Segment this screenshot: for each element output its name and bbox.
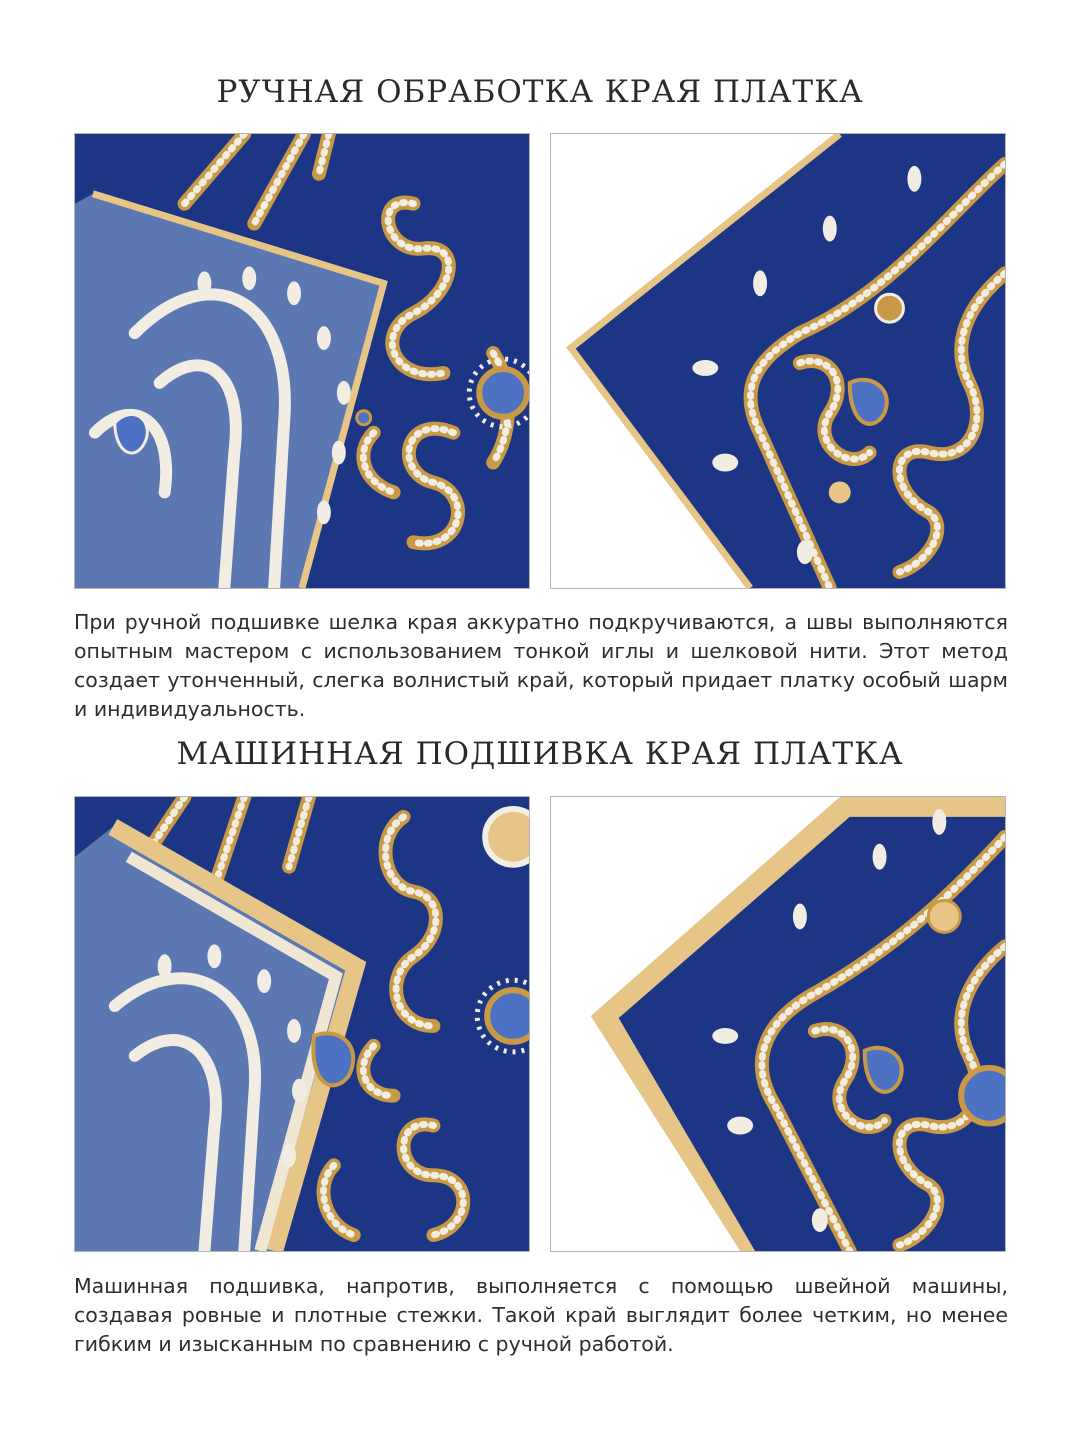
photo-machine-hem-folded-corner (74, 796, 530, 1252)
machine-hem-description: Машинная подшивка, напротив, выполняется с помощью швейной машины, создавая ровные и плотные стежки. Такой край выглядит более четким, но менее гибким и изысканным по сравнению с ручной работой. (74, 1274, 1008, 1356)
section-heading-hand-rolled: РУЧНАЯ ОБРАБОТКА КРАЯ ПЛАТКА (216, 74, 864, 110)
section-heading-machine-hem: МАШИННАЯ ПОДШИВКА КРАЯ ПЛАТКА (176, 736, 904, 772)
hand-rolled-description: При ручной подшивке шелка края аккуратно подкручиваются, а швы выполняются опытным мастером с использованием тонкой иглы и шелковой нити. Этот метод создает утонченный, слегка волнистый край, который придает платку особый шарм и индивидуальность. (74, 610, 1008, 721)
photo-hand-rolled-folded-corner (74, 133, 530, 589)
photo-hand-rolled-edge-corner (550, 133, 1006, 589)
photo-machine-hem-edge-corner (550, 796, 1006, 1252)
